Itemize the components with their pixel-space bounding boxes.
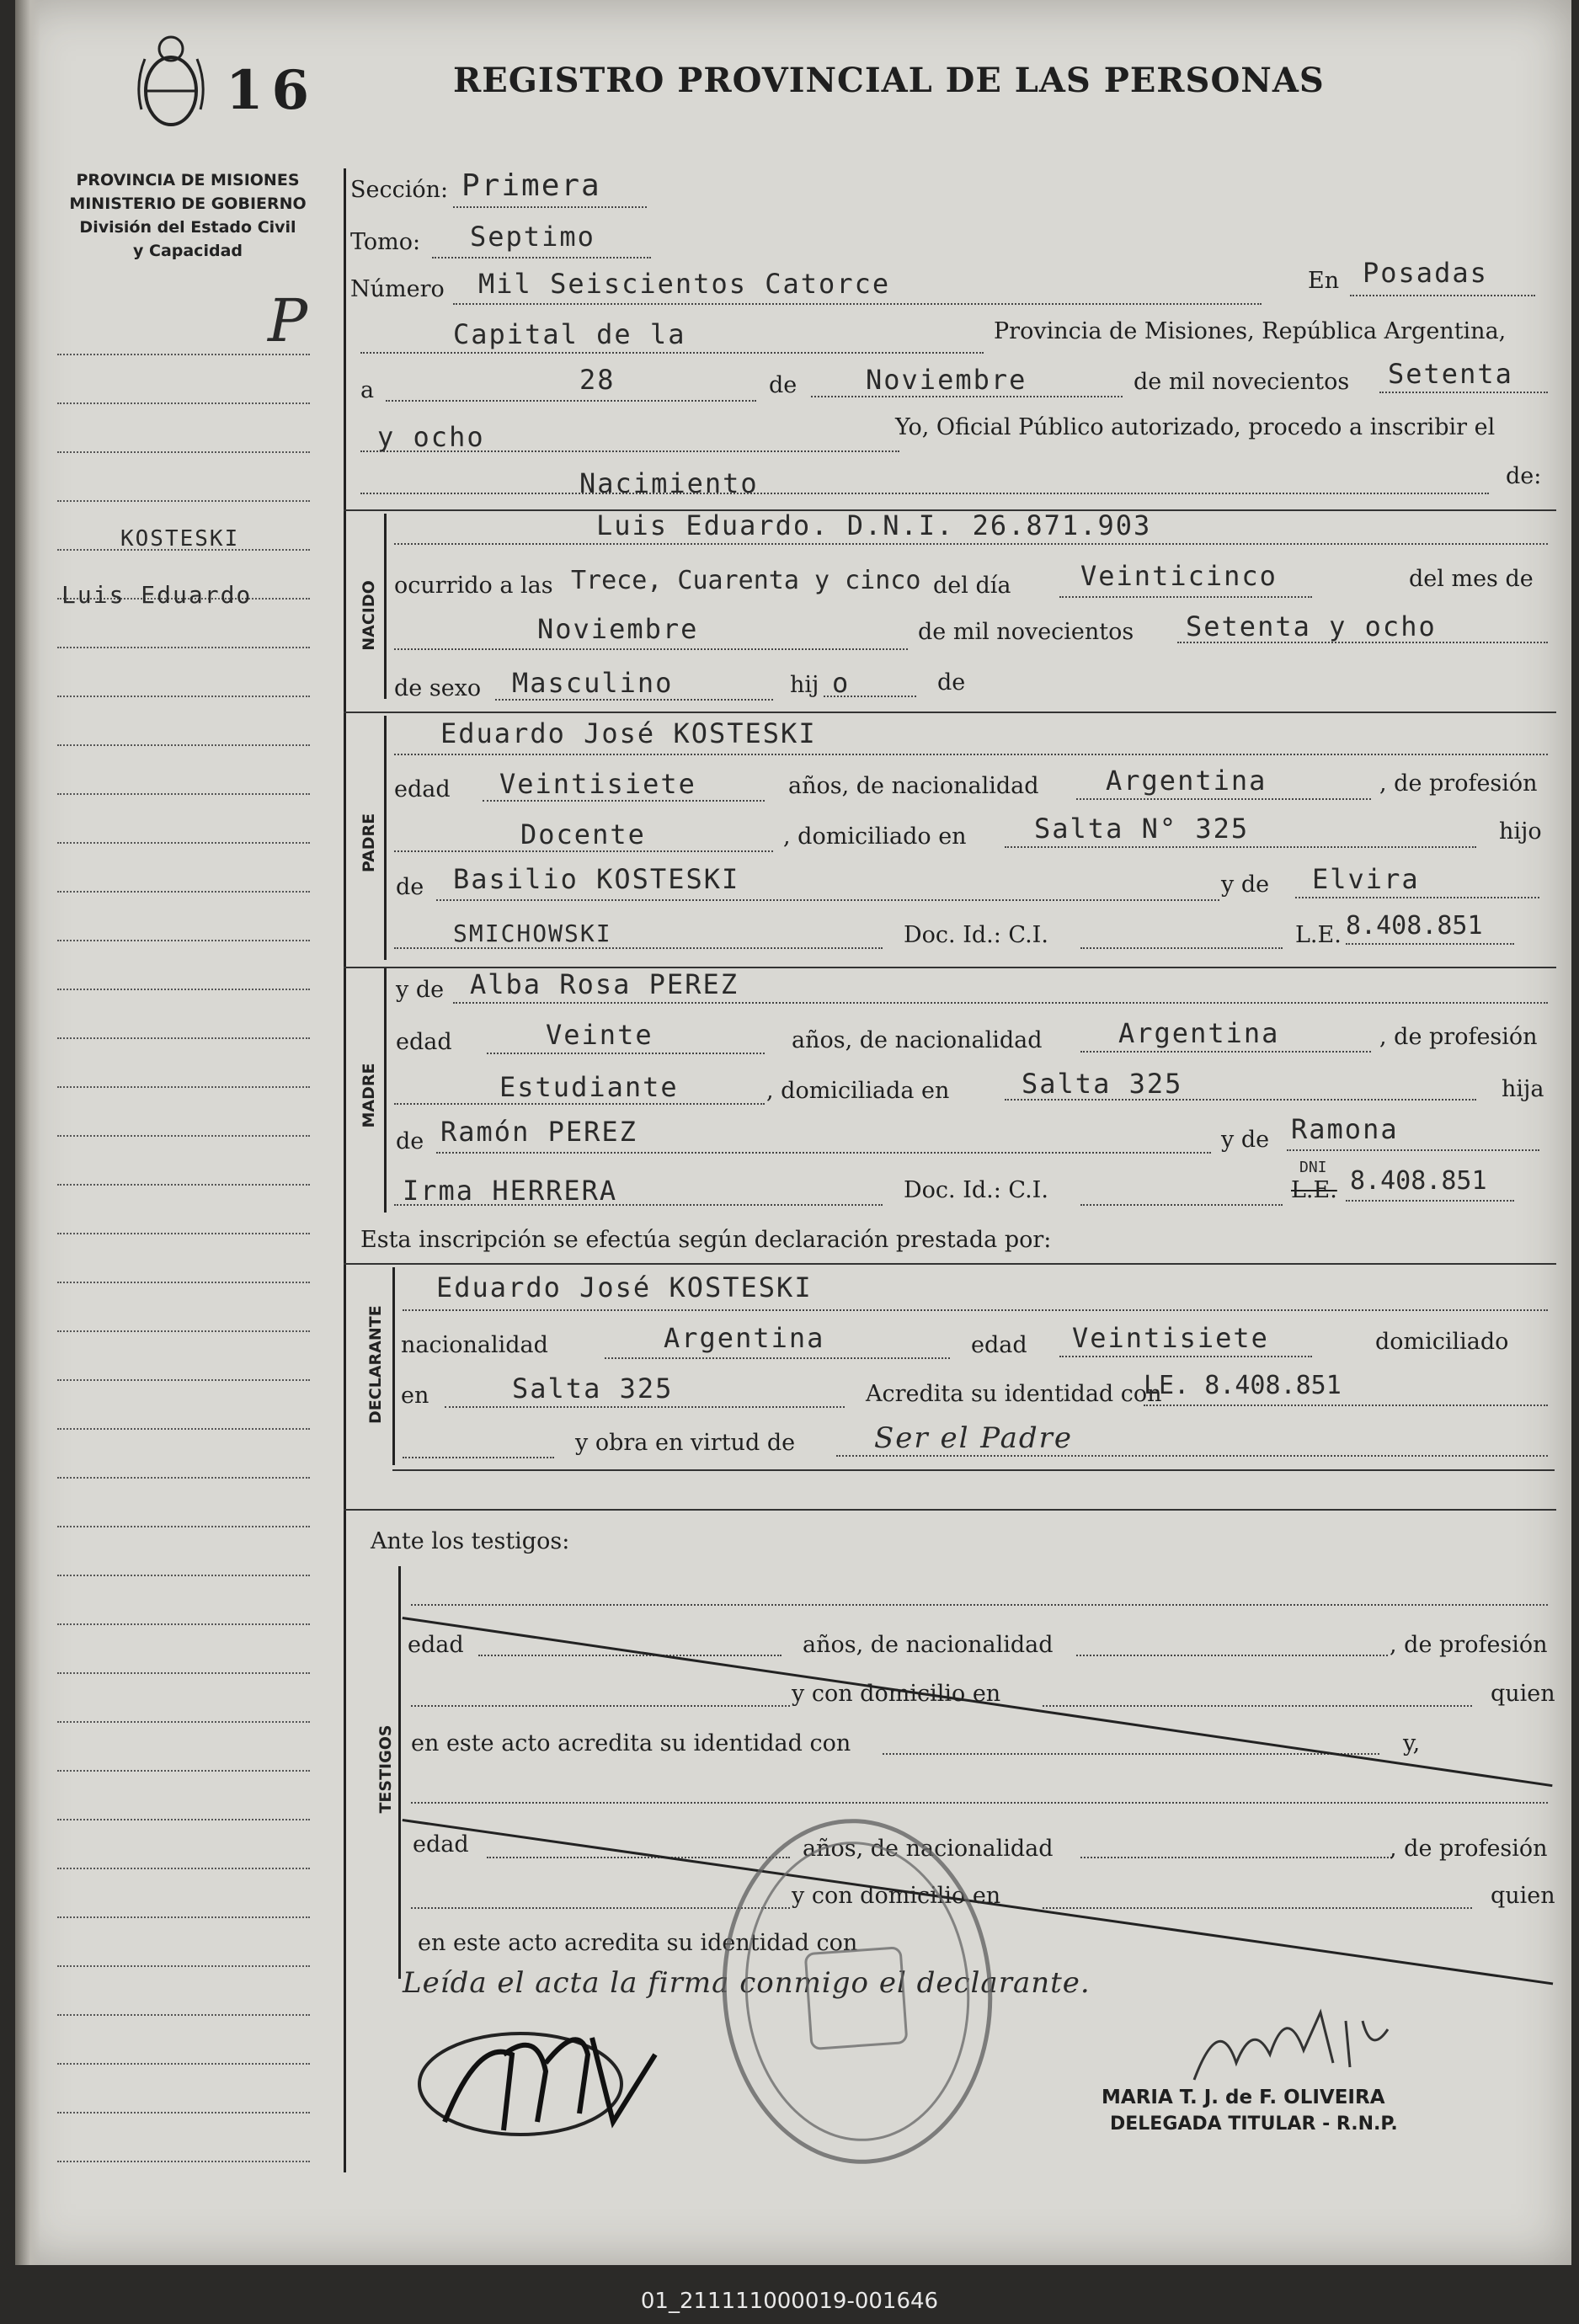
margin-rule	[57, 696, 310, 697]
fill-line	[1059, 596, 1312, 598]
section-border	[384, 968, 387, 1213]
fill-line	[1144, 1405, 1548, 1406]
officer-title: DELEGADA TITULAR - R.N.P.	[1110, 2113, 1398, 2135]
label-yo: Yo, Oficial Público autorizado, procedo a inscribir el	[895, 414, 1496, 440]
label-de-colon: de:	[1506, 463, 1542, 489]
label-de-sexo: de sexo	[394, 675, 482, 701]
label-padre-de: de	[396, 874, 424, 900]
margin-surname: KOSTESKI	[120, 526, 240, 552]
label-t1-anios: años, de nacionalidad	[803, 1632, 1054, 1658]
folio-number: 16	[226, 59, 318, 122]
label-decl-en: en	[401, 1383, 429, 1409]
margin-rule	[57, 1477, 310, 1479]
label-decl-y-obra: y obra en virtud de	[575, 1430, 796, 1456]
value-dia: 28	[579, 364, 616, 396]
label-de-mil: de mil novecientos	[1134, 369, 1350, 395]
label-t1-quien: quien	[1491, 1681, 1555, 1707]
tag-padre: PADRE	[360, 813, 378, 873]
fill-line	[394, 1103, 765, 1105]
fill-line	[1080, 947, 1283, 949]
label-decl-edad: edad	[971, 1332, 1027, 1358]
margin-rule	[57, 1184, 310, 1186]
fill-line	[1076, 798, 1371, 800]
issuer-line: y Capacidad	[133, 242, 243, 260]
value-madre-doc: 8.408.851	[1350, 1166, 1487, 1196]
label-t1-acredita: en este acto acredita su identidad con	[411, 1730, 851, 1756]
fill-line	[394, 648, 908, 650]
tag-madre: MADRE	[360, 1063, 378, 1128]
fill-line	[1379, 392, 1548, 393]
officer-name: MARIA T. J. de F. OLIVEIRA	[1102, 2087, 1385, 2108]
fill-line	[487, 1053, 765, 1054]
label-decl-acredita: Acredita su identidad con	[866, 1381, 1162, 1407]
margin-rule	[57, 1135, 310, 1137]
margin-rule	[57, 989, 310, 990]
margin-rule	[57, 500, 310, 502]
fill-line	[1005, 846, 1476, 848]
margin-rule	[57, 2063, 310, 2065]
issuer-line: PROVINCIA DE MISIONES	[76, 171, 300, 189]
label-del-mes-de: del mes de	[1409, 566, 1534, 592]
margin-initial: P	[268, 286, 310, 355]
label-madre-doc: Doc. Id.: C.I.	[904, 1177, 1048, 1203]
label-padre-le: L.E.	[1295, 922, 1342, 948]
margin-rule	[57, 940, 310, 941]
label-padre-y-de: y de	[1221, 872, 1270, 898]
label-madre-le: L.E.	[1291, 1177, 1337, 1203]
value-nombre: Luis Eduardo. D.N.I. 26.871.903	[596, 509, 1152, 541]
section-rule	[392, 1469, 1555, 1471]
margin-rule	[57, 1037, 310, 1039]
page-title: REGISTRO PROVINCIAL DE LAS PERSONAS	[453, 61, 1325, 100]
label-t2-quien: quien	[1491, 1883, 1555, 1909]
value-decl-nombre: Eduardo José KOSTESKI	[436, 1271, 813, 1303]
fill-line	[411, 1604, 1548, 1606]
value-madre-edad: Veinte	[546, 1019, 653, 1051]
value-anio-1: Setenta	[1388, 358, 1513, 390]
label-madre-edad: edad	[396, 1029, 452, 1055]
label-hijo: hijo	[1499, 818, 1542, 845]
margin-rule	[57, 1233, 310, 1234]
label-padre-anios: años, de nacionalidad	[788, 773, 1039, 799]
margin-rule	[57, 1575, 310, 1576]
value-en: Posadas	[1363, 257, 1488, 289]
margin-rule	[57, 1916, 310, 1918]
label-de-2: de	[937, 669, 966, 696]
fill-line	[386, 400, 756, 402]
value-numero: Mil Seiscientos Catorce	[478, 268, 891, 300]
label-de: de	[769, 372, 798, 398]
value-madre-nombre: Alba Rosa PEREZ	[470, 968, 739, 1000]
label-seccion: Sección:	[350, 177, 449, 203]
fill-line	[436, 899, 1219, 901]
label-decl-nac: nacionalidad	[401, 1332, 548, 1358]
fill-line	[883, 1753, 1379, 1755]
value-madre-prof: Estudiante	[499, 1071, 679, 1103]
label-ocurrido: ocurrido a las	[394, 573, 553, 599]
fill-line	[360, 493, 1489, 494]
label-t1-domicilio: y con domicilio en	[792, 1681, 1001, 1707]
fill-line	[411, 1907, 790, 1909]
value-anio-nac: Setenta y ocho	[1186, 610, 1437, 642]
margin-rule	[57, 1868, 310, 1869]
issuer-line: MINISTERIO DE GOBIERNO	[69, 195, 307, 213]
fill-line	[495, 699, 773, 701]
tag-nacido: NACIDO	[360, 580, 378, 651]
image-filename: 01_211111000019-001646	[640, 2289, 939, 2314]
fill-line	[394, 1204, 883, 1206]
value-seccion: Primera	[461, 168, 601, 203]
value-madre-doc-tipo: DNI	[1299, 1159, 1327, 1176]
fill-line	[1080, 1051, 1371, 1053]
margin-rule	[57, 451, 310, 453]
fill-line	[394, 850, 773, 852]
label-madre-y-de-2: y de	[1221, 1127, 1270, 1153]
fill-line	[1287, 1149, 1539, 1151]
label-t2-domicilio: y con domicilio en	[792, 1883, 1001, 1909]
fill-line	[1177, 642, 1548, 643]
value-padre-madre: Elvira	[1312, 863, 1420, 895]
tag-testigos: TESTIGOS	[376, 1724, 395, 1814]
fill-line	[1295, 897, 1539, 898]
label-en: En	[1308, 268, 1340, 294]
margin-rule	[57, 2161, 310, 2162]
label-t2-anios: años, de nacionalidad	[803, 1836, 1054, 1862]
main-column-border	[344, 168, 346, 2172]
value-madre-madre: Ramona	[1291, 1113, 1399, 1145]
margin-rule	[57, 744, 310, 746]
label-t1-prof: , de profesión	[1390, 1632, 1548, 1658]
fill-line	[1005, 1099, 1476, 1101]
value-decl-edad: Veintisiete	[1072, 1322, 1269, 1354]
margin-rule	[57, 1623, 310, 1625]
issuer-line: División del Estado Civil	[79, 218, 296, 237]
fill-line	[411, 1705, 790, 1707]
margin-rule	[57, 2014, 310, 2016]
margin-rule	[57, 1770, 310, 1772]
value-capital: Capital de la	[453, 318, 686, 350]
fill-line	[394, 543, 1548, 545]
fill-line	[445, 1406, 845, 1408]
value-acto: Nacimiento	[579, 467, 759, 499]
label-t2-acredita: en este acto acredita su identidad con	[418, 1930, 858, 1956]
officer-signature	[1186, 2004, 1438, 2097]
margin-rule	[57, 1330, 310, 1332]
value-decl-virtud: Ser el Padre	[874, 1421, 1074, 1455]
label-padre-prof: , de profesión	[1379, 770, 1538, 797]
fill-line	[487, 1857, 790, 1858]
section-border	[384, 514, 387, 699]
value-decl-doc: LE. 8.408.851	[1144, 1371, 1342, 1400]
fill-line	[1346, 1200, 1514, 1202]
value-madre-padre: Ramón PEREZ	[440, 1116, 637, 1148]
margin-rule	[57, 1428, 310, 1430]
label-declaracion: Esta inscripción se efectúa según declaración prestada por:	[360, 1227, 1052, 1253]
value-decl-dom: Salta 325	[512, 1373, 674, 1405]
value-mes-nac: Noviembre	[537, 613, 699, 645]
fill-line	[1043, 1705, 1472, 1707]
value-madre-dom: Salta 325	[1022, 1068, 1183, 1100]
fill-line	[360, 450, 899, 452]
value-padre-madre-ap: SMICHOWSKI	[453, 919, 612, 947]
margin-rule	[57, 793, 310, 795]
margin-rule	[57, 1672, 310, 1674]
fill-line	[1080, 1857, 1392, 1858]
fill-line	[478, 1655, 781, 1656]
fill-line	[436, 1152, 1211, 1154]
fill-line	[411, 1802, 1548, 1804]
value-hijo-suffix: o	[832, 667, 851, 699]
value-padre-edad: Veintisiete	[499, 768, 696, 800]
fill-line	[1346, 943, 1514, 945]
fill-line	[1059, 1356, 1312, 1357]
closing-text: Leída el acta la firma conmigo el declarante.	[403, 1966, 1091, 2000]
fill-line	[394, 947, 883, 949]
value-sexo: Masculino	[512, 667, 674, 699]
label-decl-domiciliado: domiciliado	[1375, 1329, 1509, 1355]
label-t1-y: y,	[1403, 1730, 1421, 1756]
official-stamp	[711, 1810, 1004, 2172]
value-madre-madre-ap: Irma HERRERA	[403, 1175, 618, 1207]
declarant-signature	[411, 2004, 664, 2147]
tag-declarante: DECLARANTE	[366, 1305, 385, 1424]
label-madre-dom: , domiciliada en	[766, 1078, 950, 1104]
label-provincia: Provincia de Misiones, República Argentina,	[994, 318, 1507, 344]
value-decl-nac: Argentina	[664, 1322, 825, 1354]
issuer-block	[49, 168, 327, 263]
value-padre-nac: Argentina	[1106, 765, 1267, 797]
margin-rule	[57, 842, 310, 844]
fill-line	[483, 800, 765, 802]
section-rule	[344, 1263, 1556, 1265]
margin-rule	[57, 1965, 310, 1967]
margin-rule	[57, 1086, 310, 1088]
margin-given-names: Luis Eduardo	[61, 581, 253, 609]
value-padre-dom: Salta N° 325	[1034, 813, 1250, 845]
value-dia-nac: Veinticinco	[1080, 560, 1278, 592]
fill-line	[811, 396, 1123, 397]
label-madre-anios: años, de nacionalidad	[792, 1027, 1043, 1053]
margin-rule	[57, 402, 310, 404]
label-hij: hij	[790, 672, 819, 698]
fill-line	[360, 352, 984, 354]
fill-line	[394, 754, 1548, 755]
fill-line	[1043, 1907, 1472, 1909]
value-padre-padre: Basilio KOSTESKI	[453, 863, 740, 895]
label-ante: Ante los testigos:	[371, 1528, 570, 1554]
fill-line	[453, 206, 647, 208]
margin-rule	[57, 1819, 310, 1820]
fill-line	[453, 303, 1262, 305]
fill-line	[605, 1357, 950, 1359]
margin-rule	[57, 1721, 310, 1723]
fill-line	[1350, 295, 1535, 296]
coat-of-arms	[133, 34, 209, 135]
value-mes: Noviembre	[866, 364, 1027, 396]
margin-rule	[57, 891, 310, 893]
label-t1-edad: edad	[408, 1632, 464, 1658]
value-anio-2: y ocho	[377, 421, 485, 453]
label-t2-edad: edad	[413, 1831, 469, 1858]
section-rule	[344, 1509, 1556, 1511]
section-border	[398, 1566, 401, 1979]
margin-rule	[57, 354, 310, 355]
fill-line	[836, 1455, 1548, 1457]
value-madre-nac: Argentina	[1118, 1017, 1280, 1049]
section-border	[384, 716, 387, 960]
section-rule	[344, 712, 1556, 713]
value-padre-le: 8.408.851	[1346, 911, 1483, 941]
label-madre-de: de	[396, 1128, 424, 1154]
fill-line	[403, 1309, 1548, 1311]
fill-line	[453, 1002, 1548, 1004]
label-padre-edad: edad	[394, 776, 451, 802]
label-padre-doc: Doc. Id.: C.I.	[904, 922, 1048, 948]
margin-rule	[57, 1282, 310, 1283]
fill-line	[824, 696, 916, 697]
label-t2-prof: , de profesión	[1390, 1836, 1548, 1862]
document-page	[15, 0, 1571, 2265]
value-padre-prof: Docente	[520, 818, 646, 850]
label-madre-y-de: y de	[396, 977, 445, 1003]
label-numero: Número	[350, 276, 445, 302]
label-a: a	[360, 377, 375, 403]
fill-line	[1080, 1204, 1283, 1206]
value-hora: Trece, Cuarenta y cinco	[571, 566, 921, 595]
label-tomo: Tomo:	[350, 229, 421, 255]
value-tomo: Septimo	[470, 221, 595, 253]
fill-line	[1076, 1655, 1388, 1656]
label-hija: hija	[1502, 1076, 1544, 1102]
fill-line	[432, 257, 651, 259]
fill-line	[403, 1457, 554, 1458]
value-padre-nombre: Eduardo José KOSTESKI	[440, 717, 817, 749]
section-border	[392, 1267, 395, 1465]
margin-rule	[57, 1379, 310, 1381]
label-de-mil-2: de mil novecientos	[918, 619, 1134, 645]
margin-rule	[57, 1526, 310, 1527]
margin-rule	[57, 2112, 310, 2113]
label-del-dia: del día	[933, 573, 1011, 599]
label-padre-dom: , domiciliado en	[783, 824, 967, 850]
margin-rule	[57, 647, 310, 648]
label-madre-prof: , de profesión	[1379, 1024, 1538, 1050]
